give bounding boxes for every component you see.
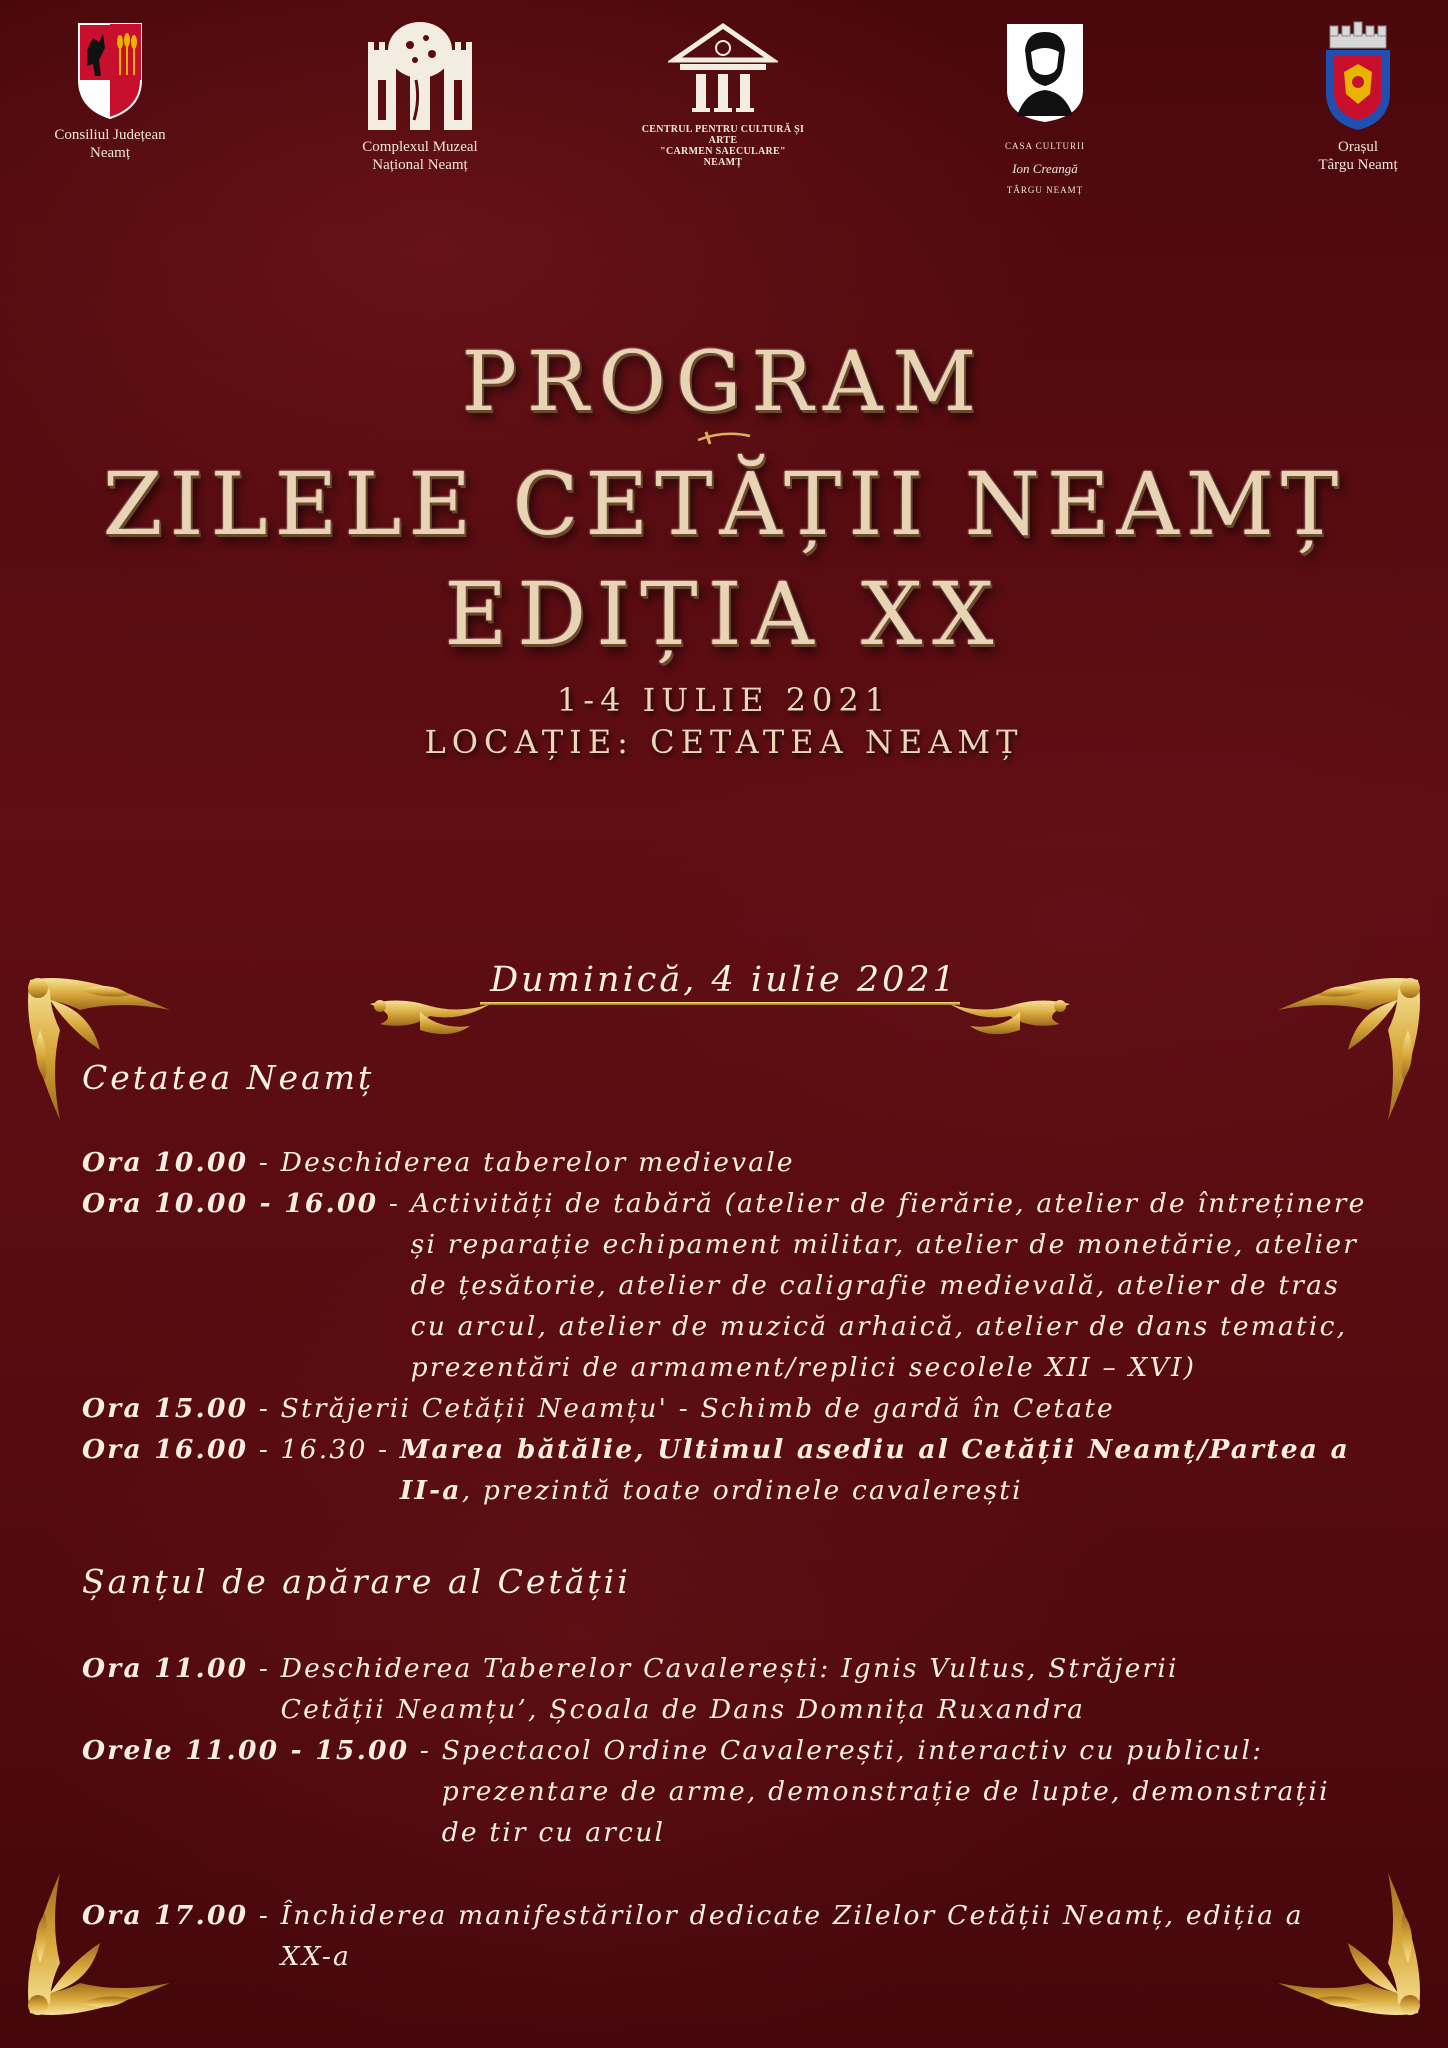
entry-time: Ora 17.00 [82,1900,249,1931]
event-location: LOCAȚIE: CETATEA NEAMȚ [424,722,1024,761]
logo-caption: Orașul Târgu Neamț [1318,139,1398,173]
logo-consiliul-judetean [20,20,200,162]
section-title-cetatea: Cetatea Neamț [82,1058,375,1097]
entry-text: Spectacol Ordine Cavalerești, interactiv cu publicul: prezentare de arme, demonstrație de lupte, demonstrații de tir cu arcul [441,1735,1330,1848]
county-council-coat-of-arms-icon [75,20,145,120]
entry-text: Străjerii Cetății Neamțu' - Schimb de gardă în Cetate [280,1393,1115,1424]
corner-ornament-icon [20,970,180,1130]
town-coat-of-arms-icon [1320,20,1396,132]
logo-orasul-targu-neamt [1268,20,1448,174]
logo-caption [955,130,1135,207]
logo-caption-bottom: TÂRGU NEAMȚ [1006,185,1084,195]
entry-time: Ora 10.00 - 16.00 [82,1188,379,1219]
program-entry: Ora 17.00 - Închiderea manifestărilor dedicate Zilelor Cetății Neamț, ediția a XX-a [82,1895,1382,1977]
entry-text: Deschiderea taberelor medievale [280,1147,795,1178]
portrait-icon [1003,20,1087,124]
logo-complexul-muzeal [330,20,510,174]
logo-caption-script: Ion Creangă [1012,161,1078,176]
program-entry: Ora 15.00 - Străjerii Cetății Neamțu' - Schimb de gardă în Cetate [82,1393,1115,1424]
program-entry: Ora 10.00 - Deschiderea taberelor medievale [82,1147,795,1178]
program-entry: Ora 16.00 - 16.30 - Marea bătălie, Ultimul asediu al Cetății Neamț/Partea a II-a, prezintă toate ordinele cavalerești [82,1434,1350,1506]
entry-time-end: 16.30 [280,1434,368,1465]
entry-text: , prezintă toate ordinele cavalerești [461,1475,1023,1506]
entry-text: Închiderea manifestărilor dedicate Zilelor Cetății Neamț, ediția a XX-a [280,1900,1304,1972]
entry-time: Ora 11.00 [82,1653,249,1684]
entry-text: Deschiderea Taberelor Cavalerești: Ignis Vultus, Străjerii Cetății Neamțu’, Școala de Dans Domnița Ruxandra [280,1653,1179,1725]
logo-caption: CENTRUL PENTRU CULTURĂ ȘI ARTE "CARMEN SAECULARE" NEAMȚ [641,124,805,168]
program-entry: Ora 10.00 - 16.00 - Activități de tabără (atelier de fierărie, atelier de întreținere și reparație echipament militar, atelier de monetărie, atelier de țesătorie, atelier de caligrafie medievală, atelier de tras cu arcul, atelier de muzică arhaică, atelier de dans tematic, prezentări de armament/replici secolele XII – XVI) [82,1183,1382,1388]
program-entry: Ora 11.00 - Deschiderea Taberelor Cavalerești: Ignis Vultus, Străjerii Cetății Neamțu’, Școala de Dans Domnița Ruxandra [82,1648,1382,1730]
entry-text: Activități de tabără (atelier de fierărie, atelier de întreținere și reparație echipament militar, atelier de monetărie, atelier de țesătorie, atelier de caligrafie medievală, atelier de tras cu arcul, atelier de muzică arhaică, atelier de dans tematic, prezentări de armament/replici secolele XII – XVI) [410,1188,1367,1383]
title-program: PROGRAM [461,335,987,430]
logo-caption: Complexul Muzeal Național Neamț [362,139,478,173]
title-block [0,330,1448,763]
logo-centrul-cultura [633,20,813,168]
entry-time: Orele 11.00 - 15.00 [82,1735,410,1766]
ornamental-divider [360,1000,1080,1046]
program-entry: Orele 11.00 - 15.00 - Spectacol Ordine Cavalerești, interactiv cu publicul: prezentare de arme, demonstrație de lupte, demonstrații de tir cu arcul [82,1730,1382,1853]
partner-logos [0,20,1448,195]
event-dates: 1-4 IULIE 2021 [556,681,892,719]
corner-ornament-icon [1268,970,1428,1130]
entry-time: Ora 10.00 [82,1147,249,1178]
entry-text-highlight: Marea bătălie, Ultimul asediu al Cetății Neamț/Partea a II-a [399,1434,1350,1506]
logo-caption: Consiliul Județean Neamț [54,127,166,161]
section-title-santul: Șanțul de apărare al Cetății [82,1562,631,1601]
entry-time: Ora 16.00 [82,1434,249,1465]
logo-casa-culturii [955,20,1135,207]
title-festival-name: ZILELE CETĂȚII NEAMȚ [102,455,1346,555]
title-edition: EDIȚIA XX [444,565,1004,665]
entry-time: Ora 15.00 [82,1393,249,1424]
day-heading: Duminică, 4 iulie 2021 [490,960,958,1000]
logo-caption-top: CASA CULTURII [1005,141,1085,151]
temple-columns-icon [668,20,778,118]
sword-icon [694,428,754,446]
fortress-tree-icon [360,20,480,132]
